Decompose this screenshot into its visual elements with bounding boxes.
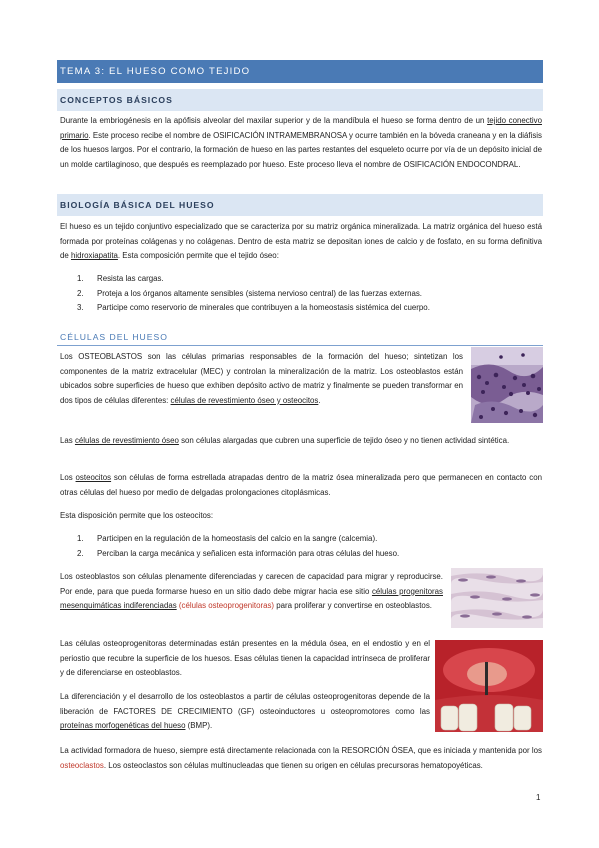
paragraph-biologia: El hueso es un tejido conjuntivo especializado que se caracteriza por su matriz orgánica mineralizada. La matriz orgánica del hueso está formada por proteínas colágenas y no colágenas. Dentro de esta matriz se depositan iones de calcio y de fosfato, en su forma definitiva de hidroxiapatita. Esta composición permite que el tejido óseo: [60, 222, 542, 261]
term-osteocitos: osteocitos [75, 473, 112, 482]
list-biologia [77, 272, 537, 316]
paragraph-osteoprogenitoras: Las células osteoprogenitoras determinadas están presentes en la médula ósea, en el endostio y en el periostio que recubre la superficie de los huesos. Esas células tienen la capacidad intrínseca de proliferar y de diferenciarse en osteoblastos. [60, 639, 430, 678]
term-celulas-revestimiento: células de revestimiento óseo [74, 436, 179, 445]
paragraph-revestimiento: Las células de revestimiento óseo son células alargadas que cubren una superficie de tejido óseo y no tienen actividad sintética. [60, 436, 510, 445]
document-title: TEMA 3: EL HUESO COMO TEJIDO [57, 60, 543, 83]
term-revestimiento-osteocitos: células de revestimiento óseo y osteocitos [170, 395, 319, 405]
section-heading-biologia: BIOLOGÍA BÁSICA DEL HUESO [57, 194, 543, 216]
paragraph-disposicion: Esta disposición permite que los osteocitos: [60, 511, 214, 520]
page-number: 1 [536, 793, 541, 802]
term-bmp: proteínas morfogenéticas del hueso [60, 721, 186, 731]
term-osteoprogenitoras: (células osteoprogenitoras) [178, 601, 275, 611]
term-progenitoras: células progenitoras mesenquimáticas indiferenciadas [60, 586, 443, 611]
paragraph-progenitoras: Los osteoblastos son células plenamente diferenciadas y carecen de capacidad para migrar y reproducirse. Por ende, para que pueda formarse hueso en un sitio dado debe migrar hacia ese sitio células progenitoras mesenquimáticas indiferenciadas (células osteoprogenitoras) para proliferar y convertirse en osteoblastos. [60, 572, 443, 611]
histology-image-osteoblasts [471, 347, 543, 423]
list-item: 3. Participe como reservorio de minerales que contribuyen a la homeostasis sistémica del cuerpo. [77, 303, 430, 313]
paragraph-osteocitos: Los osteocitos son células de forma estrellada atrapadas dentro de la matriz ósea mineralizada pero que permanecen en contacto con otras células del hueso por medio de delgadas prolongaciones citoplásmicas. [60, 473, 542, 497]
section-heading-conceptos: CONCEPTOS BÁSICOS [57, 89, 543, 111]
term-osteoclastos: osteoclastos [60, 760, 104, 770]
section-heading-celulas: CÉLULAS DEL HUESO [57, 330, 543, 346]
list-item: 2. Perciban la carga mecánica y señalicen esta información para otras células del hueso. [77, 548, 400, 558]
paragraph-diferenciacion: La diferenciación y el desarrollo de los osteoblastos a partir de células osteoprogenitoras depende de la liberación de FACTORES DE CRECIMIENTO (GF) osteoinductores u osteopromotores como las proteínas morfogenéticas del hueso (BMP). [60, 692, 430, 731]
list-osteocitos [77, 532, 537, 561]
histology-image-lining-cells [451, 568, 543, 628]
term-tejido-conectivo: tejido conectivo primario [60, 116, 542, 140]
paragraph-conceptos: Durante la embriogénesis en la apófisis alveolar del maxilar superior y de la mandíbula el hueso se forma dentro de un tejido conectivo primario. Este proceso recibe el nombre de OSIFICACIÓN INTRAMEMBRANOSA y ocurre también en la bóveda craneana y en la diáfisis de los huesos largos. Por el contrario, la formación de hueso en las partes restantes del esqueleto ocurre por vía de un depósito inicial de un molde cartilaginoso, que después es reemplazado por hueso. Este proceso lleva el nombre de OSIFICACIÓN ENDOCONDRAL. [60, 116, 542, 169]
paragraph-resorcion: La actividad formadora de hueso, siempre está directamente relacionada con la RESORCIÓN ÓSEA, que es iniciada y mantenida por los osteoclastos. Los osteoclastos son células multinucleadas que tienen su origen en células precursoras hematopoyéticas. [60, 746, 542, 770]
list-item: 1. Resista las cargas. [77, 274, 164, 283]
list-item: 2. Proteja a los órganos altamente sensibles (sistema nervioso central) de las fuerzas externas. [77, 288, 422, 298]
term-hidroxiapatita: hidroxiapatita [70, 251, 118, 261]
list-item: 1. Participen en la regulación de la homeostasis del calcio en la sangre (calcemia). [77, 534, 378, 543]
paragraph-osteoblastos: Los OSTEOBLASTOS son las células primarias responsables de la formación del hueso; sintetizan los componentes de la matriz extracelular (MEC) y controlan la mineralización de la matriz. Los osteoblastos están ubicados sobre superficies de hueso que exhiben depósito activo de matriz y finalmente se pueden transformar en dos tipos de células diferentes: células de revestimiento óseo y osteocitos. [60, 352, 463, 405]
clinical-photo-bone-graft [435, 640, 543, 732]
